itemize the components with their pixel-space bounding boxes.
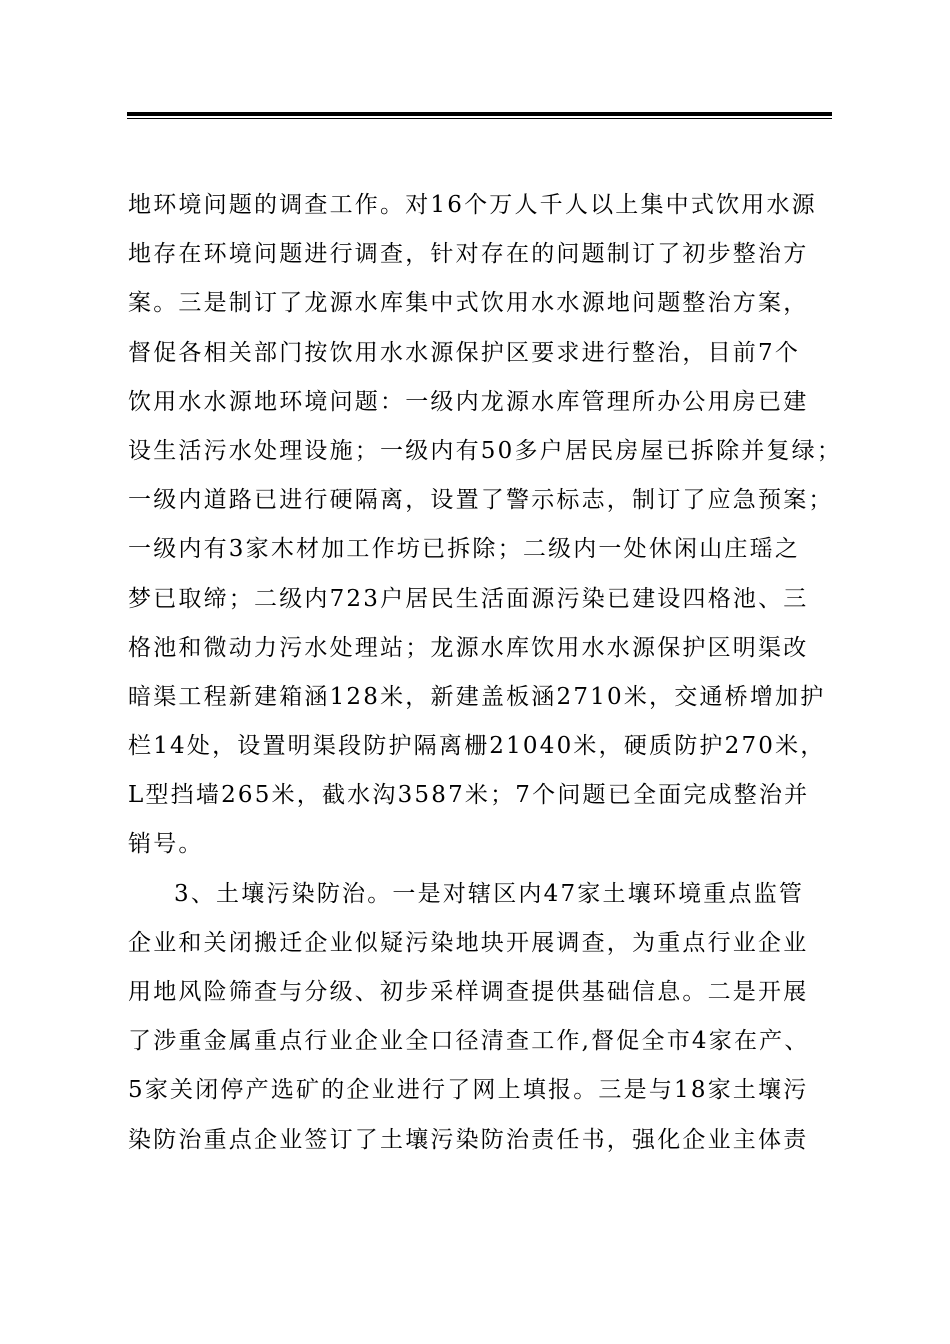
text-line: 企业和关闭搬迁企业似疑污染地块开展调查，为重点行业企业 <box>128 929 809 956</box>
text-line: 一级内道路已进行硬隔离，设置了警示标志，制订了应急预案； <box>128 487 834 514</box>
text-line: 地存在环境问题进行调查，针对存在的问题制订了初步整治方 <box>128 241 809 268</box>
text-line: 一级内有3家木材加工作坊已拆除；二级内一处休闲山庄瑶之 <box>128 536 801 563</box>
text-line: 销号。 <box>128 831 204 858</box>
text-line: 案。三是制订了龙源水库集中式饮用水水源地问题整治方案， <box>128 290 809 317</box>
text-line: 了涉重金属重点行业企业全口径清查工作,督促全市4家在产、 <box>128 1028 810 1055</box>
text-line: 暗渠工程新建箱涵128米，新建盖板涵2710米，交通桥增加护 <box>128 683 826 710</box>
text-line: 格池和微动力污水处理站；龙源水库饮用水水源保护区明渠改 <box>128 634 809 661</box>
text-line: 设生活污水处理设施；一级内有50多户居民房屋已拆除并复绿； <box>128 437 843 464</box>
header-rule-thin <box>127 118 832 119</box>
text-line: 用地风险筛查与分级、初步采样调查提供基础信息。二是开展 <box>128 979 809 1005</box>
text-line: 地环境问题的调查工作。对16个万人千人以上集中式饮用水源 <box>128 192 817 218</box>
text-line: 梦已取缔；二级内723户居民生活面源污染已建设四格池、三 <box>128 585 809 612</box>
text-line: 栏14处，设置明渠段防护隔离栅21040米，硬质防护270米， <box>128 733 826 760</box>
text-line: L型挡墙265米，截水沟3587米；7个问题已全面完成整治并 <box>128 782 810 809</box>
section-heading-line: 3、土壤污染防治。一是对辖区内47家土壤环境重点监管 <box>174 880 805 907</box>
header-double-rule <box>127 112 832 119</box>
text-line: 督促各相关部门按饮用水水源保护区要求进行整治，目前7个 <box>128 339 801 366</box>
text-line: 饮用水水源地环境问题：一级内龙源水库管理所办公用房已建 <box>128 388 809 415</box>
text-line: 染防治重点企业签订了土壤污染防治责任书，强化企业主体责 <box>128 1126 809 1153</box>
body-text <box>128 181 843 1165</box>
text-line: 5家关闭停产选矿的企业进行了网上填报。三是与18家土壤污 <box>128 1077 809 1104</box>
